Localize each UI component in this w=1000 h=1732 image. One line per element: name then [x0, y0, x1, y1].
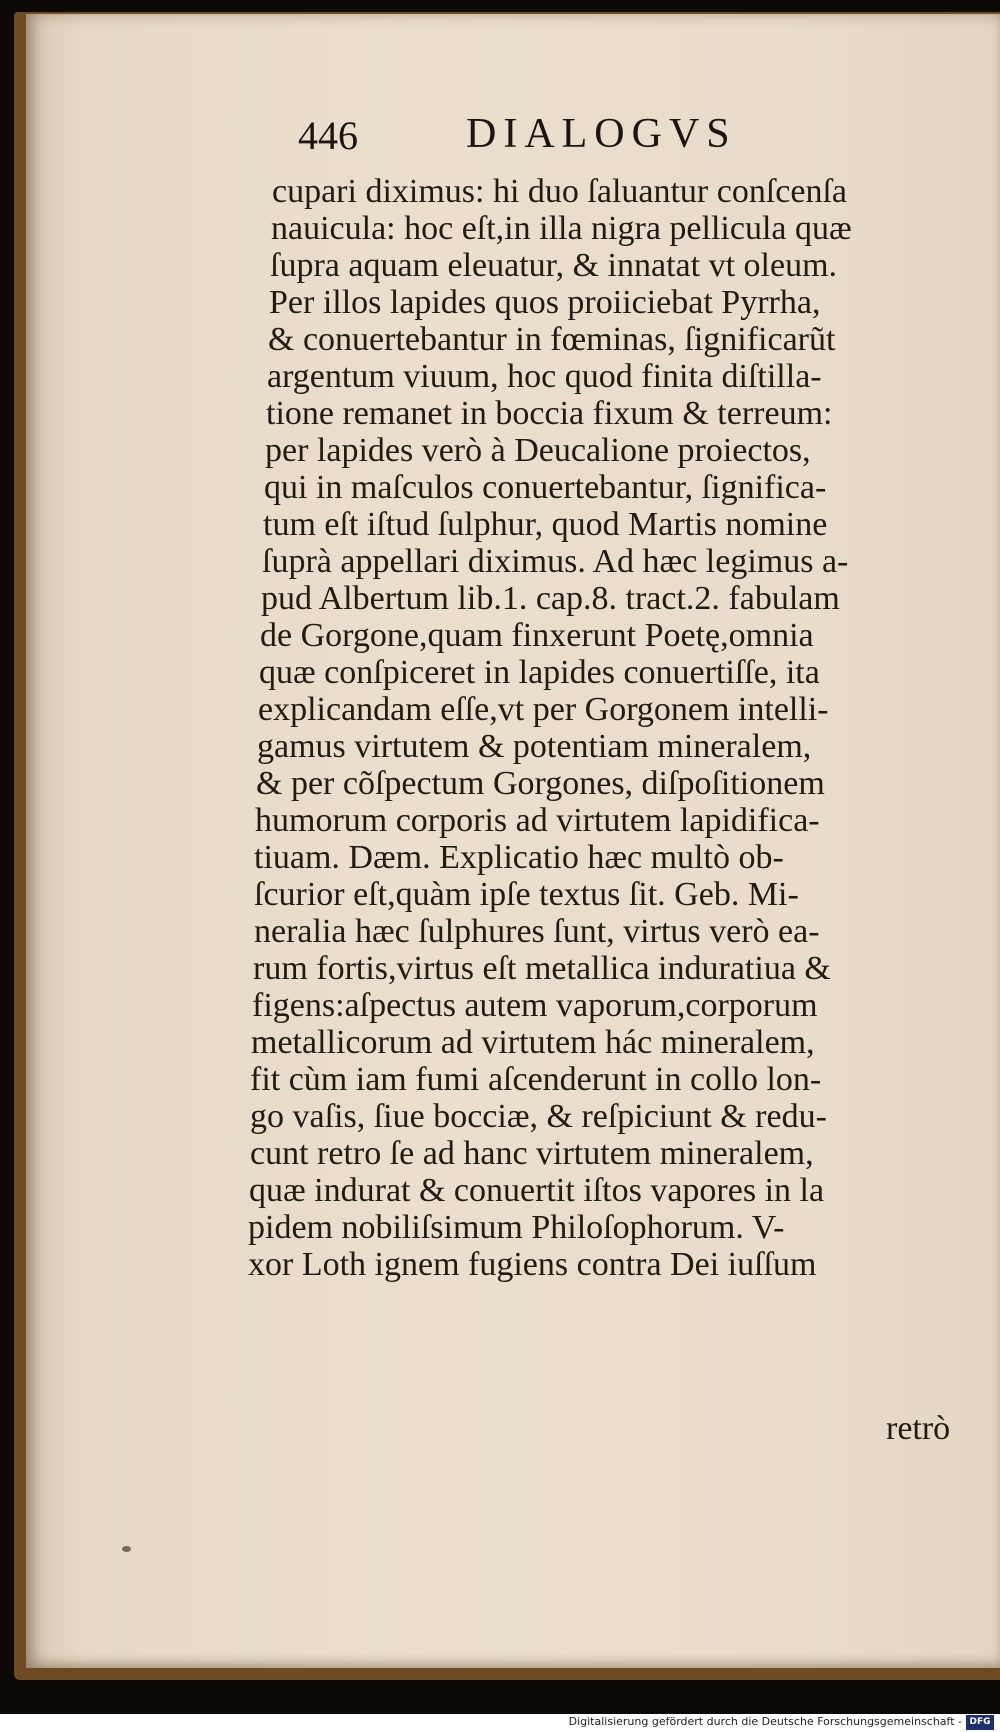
dfg-logo: DFG — [966, 1715, 994, 1730]
text-line: figens:aſpectus autem vaporum,corporum — [252, 987, 818, 1024]
text-line: & conuertebantur in fœminas, ſignificarũt — [268, 321, 836, 358]
text-line: quæ indurat & conuertit iſtos vapores in la — [249, 1172, 825, 1209]
text-line: pud Albertum lib.1. cap.8. tract.2. fabulam — [261, 580, 840, 617]
text-line: gamus virtutem & potentiam mineralem, — [257, 728, 812, 765]
digitization-footer — [0, 1714, 1000, 1732]
text-line: go vaſis, ſiue bocciæ, & reſpiciunt & redu- — [250, 1098, 827, 1135]
text-line: xor Loth ignem fugiens contra Dei iuſſum — [248, 1246, 817, 1283]
text-line: rum fortis,virtus eſt metallica induratiua & — [253, 950, 831, 987]
text-line: tione remanet in boccia fixum & terreum: — [266, 395, 833, 432]
text-line: de Gorgone,quam finxerunt Poetę,omnia — [260, 617, 814, 654]
text-line: humorum corporis ad virtutem lapidifica- — [255, 802, 820, 839]
text-line: cupari diximus: hi duo ſaluantur conſcenſa — [272, 173, 848, 210]
text-line: ſupra aquam eleuatur, & innatat vt oleum. — [270, 247, 838, 284]
text-line: Per illos lapides quos proiiciebat Pyrrha, — [269, 284, 821, 321]
text-line: cunt retro ſe ad hanc virtutem mineralem, — [250, 1135, 814, 1172]
text-line: per lapides verò à Deucalione proiectos, — [265, 432, 811, 469]
text-line: tiuam. Dæm. Explicatio hæc multò ob- — [254, 839, 784, 876]
text-line: quæ conſpiceret in lapides conuertiſſe, ita — [259, 654, 820, 691]
text-line: fit cùm iam fumi aſcenderunt in collo lon- — [250, 1061, 822, 1098]
text-line: ſuprà appellari diximus. Ad hæc legimus a- — [262, 543, 849, 580]
text-line: ſcurior eſt,quàm ipſe textus ſit. Geb. Mi- — [254, 876, 799, 913]
text-line: metallicorum ad virtutem hác mineralem, — [251, 1024, 815, 1061]
text-line: nauicula: hoc eſt,in illa nigra pellicula quæ — [271, 210, 852, 247]
text-line: & per cõſpectum Gorgones, diſpoſitionem — [256, 765, 825, 802]
running-head: DIALOGVS — [466, 111, 737, 157]
text-line: tum eſt iſtud ſulphur, quod Martis nomine — [263, 506, 828, 543]
text-line: neralia hæc ſulphures ſunt, virtus verò ea- — [254, 913, 820, 950]
funding-credit: Digitalisierung gefördert durch die Deutsche Forschungsgemeinschaft - — [568, 1715, 962, 1728]
book-page — [26, 14, 1000, 1668]
paper-speck — [122, 1546, 131, 1552]
text-line: explicandam eſſe,vt per Gorgonem intelli- — [258, 691, 829, 728]
text-line: pidem nobiliſsimum Philoſophorum. V- — [248, 1209, 785, 1246]
text-line: qui in maſculos conuertebantur, ſignifica- — [264, 469, 827, 506]
text-line: argentum viuum, hoc quod finita diſtilla- — [267, 358, 822, 395]
page-number: 446 — [298, 113, 358, 158]
page-header — [298, 104, 858, 164]
catchword: retrò — [886, 1410, 951, 1447]
